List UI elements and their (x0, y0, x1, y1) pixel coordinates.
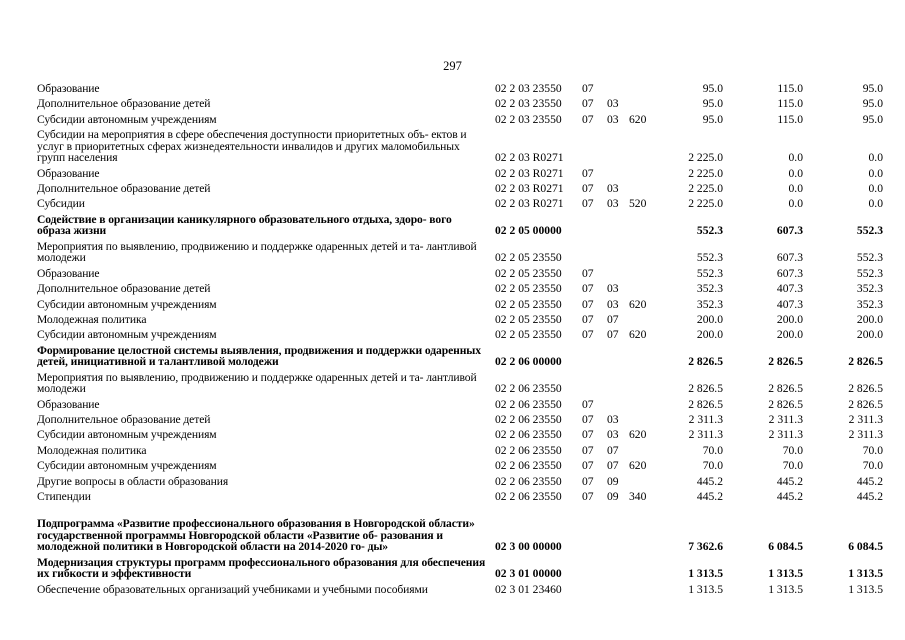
row-code: 02 3 00 00000 (495, 540, 562, 554)
row-subsection: 09 (607, 490, 619, 504)
row-code: 02 2 06 23550 (495, 443, 562, 457)
row-value-2: 0.0 (788, 151, 803, 165)
row-section: 07 (582, 197, 594, 211)
row-value-3: 0.0 (868, 151, 883, 165)
row-value-3: 95.0 (862, 97, 883, 111)
row-value-2: 115.0 (777, 112, 803, 126)
row-value-3: 552.3 (856, 224, 883, 238)
row-section: 07 (582, 413, 594, 427)
row-name: Стипендии (37, 490, 91, 504)
row-name: Субсидии (37, 197, 85, 211)
row-value-2: 200.0 (776, 312, 803, 326)
row-value-1: 2 311.3 (688, 413, 723, 427)
row-value-2: 445.2 (776, 474, 803, 488)
row-code: 02 2 06 23550 (495, 428, 562, 442)
row-value-1: 2 225.0 (688, 197, 723, 211)
row-code: 02 2 03 R0271 (495, 166, 564, 180)
row-section: 07 (582, 282, 594, 296)
row-code: 02 2 03 23550 (495, 97, 562, 111)
row-name: Молодежная политика (37, 312, 147, 326)
row-expense-type: 620 (629, 459, 647, 473)
row-code: 02 2 06 23550 (495, 459, 562, 473)
row-section: 07 (582, 459, 594, 473)
row-value-2: 1 313.5 (768, 567, 803, 581)
table-row (0, 164, 905, 179)
row-value-1: 200.0 (696, 328, 723, 342)
row-value-1: 2 826.5 (688, 397, 723, 411)
row-code: 02 2 05 23550 (495, 312, 562, 326)
row-section: 07 (582, 97, 594, 111)
row-code: 02 2 03 23550 (495, 112, 562, 126)
row-value-1: 2 225.0 (688, 151, 723, 165)
row-value-2: 445.2 (776, 490, 803, 504)
row-code: 02 2 05 00000 (495, 224, 562, 238)
row-value-3: 552.3 (856, 266, 883, 280)
row-value-3: 0.0 (868, 181, 883, 195)
row-name: Дополнительное образование детей (37, 282, 211, 296)
table-row (0, 125, 905, 164)
row-value-2: 2 826.5 (768, 355, 803, 369)
row-value-2: 0.0 (788, 181, 803, 195)
row-section: 07 (582, 166, 594, 180)
row-code: 02 2 05 23550 (495, 297, 562, 311)
row-value-2: 0.0 (788, 197, 803, 211)
row-name: Содействие в организации каникулярного образовательного отдыха, здоро- вого образа жизни (37, 212, 452, 238)
row-value-1: 552.3 (696, 251, 723, 265)
row-value-1: 2 225.0 (688, 181, 723, 195)
table-row (0, 426, 905, 441)
table-row (0, 441, 905, 456)
row-expense-type: 620 (629, 112, 647, 126)
row-value-3: 200.0 (856, 328, 883, 342)
row-subsection: 03 (607, 413, 619, 427)
table-row (0, 341, 905, 368)
row-code: 02 2 03 R0271 (495, 181, 564, 195)
row-section: 07 (582, 81, 594, 95)
row-value-2: 70.0 (782, 459, 803, 473)
row-code: 02 2 06 23550 (495, 382, 562, 396)
row-value-2: 2 826.5 (768, 382, 803, 396)
row-name: Мероприятия по выявлению, продвижению и поддержке одаренных детей и та- лантливой молодежи (37, 370, 477, 396)
row-expense-type: 620 (629, 428, 647, 442)
row-name: Образование (37, 397, 100, 411)
row-expense-type: 620 (629, 297, 647, 311)
table-row (0, 487, 905, 502)
table-row (0, 94, 905, 109)
row-value-2: 607.3 (776, 224, 803, 238)
row-section: 07 (582, 428, 594, 442)
table-row (0, 195, 905, 210)
row-subsection: 09 (607, 474, 619, 488)
row-name: Образование (37, 166, 100, 180)
row-value-1: 1 313.5 (688, 582, 723, 596)
row-value-1: 352.3 (696, 297, 723, 311)
row-value-3: 352.3 (856, 297, 883, 311)
row-subsection: 03 (607, 97, 619, 111)
row-name: Дополнительное образование детей (37, 97, 211, 111)
row-section: 07 (582, 490, 594, 504)
row-value-2: 2 311.3 (768, 428, 803, 442)
row-value-2: 407.3 (776, 297, 803, 311)
row-name: Образование (37, 81, 100, 95)
table-row (0, 310, 905, 325)
table-row (0, 395, 905, 410)
row-code: 02 2 06 23550 (495, 490, 562, 504)
row-value-3: 95.0 (862, 112, 883, 126)
table-row (0, 264, 905, 279)
row-name: Дополнительное образование детей (37, 413, 211, 427)
row-name: Другие вопросы в области образования (37, 474, 229, 488)
row-value-3: 0.0 (868, 197, 883, 211)
row-code: 02 2 03 23550 (495, 81, 562, 95)
table-row (0, 326, 905, 341)
row-name: Мероприятия по выявлению, продвижению и поддержке одаренных детей и та- лантливой молодежи (37, 239, 477, 265)
row-name: Дополнительное образование детей (37, 181, 211, 195)
table-row (0, 79, 905, 94)
row-value-1: 70.0 (702, 443, 723, 457)
table-row (0, 110, 905, 125)
row-section: 07 (582, 297, 594, 311)
row-section: 07 (582, 397, 594, 411)
row-value-1: 95.0 (702, 97, 723, 111)
row-subsection: 03 (607, 428, 619, 442)
table-row (0, 456, 905, 471)
row-code: 02 2 05 23550 (495, 282, 562, 296)
row-subsection: 07 (607, 459, 619, 473)
table-row (0, 210, 905, 237)
row-section: 07 (582, 474, 594, 488)
row-subsection: 07 (607, 312, 619, 326)
row-subsection: 07 (607, 443, 619, 457)
row-code: 02 2 05 23550 (495, 266, 562, 280)
row-subsection: 03 (607, 181, 619, 195)
row-value-3: 445.2 (856, 490, 883, 504)
row-subsection: 03 (607, 112, 619, 126)
row-code: 02 3 01 23460 (495, 582, 562, 596)
table-row (0, 295, 905, 310)
row-code: 02 2 03 R0271 (495, 197, 564, 211)
row-value-1: 552.3 (696, 224, 723, 238)
page-number: 297 (443, 59, 462, 73)
row-value-1: 70.0 (702, 459, 723, 473)
row-value-3: 70.0 (862, 443, 883, 457)
row-name: Субсидии автономным учреждениям (37, 112, 217, 126)
table-row (0, 237, 905, 264)
row-value-2: 407.3 (776, 282, 803, 296)
row-value-2: 115.0 (777, 97, 803, 111)
row-name: Субсидии на мероприятия в сфере обеспечения доступности приоритетных объ- ектов и услуг в приоритетных сферах жизнедеятельности инвалидов и других маломобильных групп населения (37, 127, 467, 165)
row-name: Субсидии автономным учреждениям (37, 328, 217, 342)
row-expense-type: 340 (629, 490, 647, 504)
row-value-3: 552.3 (856, 251, 883, 265)
row-section: 07 (582, 312, 594, 326)
row-value-3: 1 313.5 (848, 567, 883, 581)
row-value-3: 1 313.5 (848, 582, 883, 596)
row-subsection: 03 (607, 297, 619, 311)
row-code: 02 2 05 23550 (495, 328, 562, 342)
row-value-3: 6 084.5 (848, 540, 883, 554)
row-value-2: 2 311.3 (768, 413, 803, 427)
row-code: 02 2 06 23550 (495, 413, 562, 427)
row-value-2: 2 826.5 (768, 397, 803, 411)
row-value-1: 1 313.5 (688, 567, 723, 581)
row-subsection: 03 (607, 197, 619, 211)
row-section: 07 (582, 328, 594, 342)
row-value-1: 7 362.6 (688, 540, 723, 554)
row-section: 07 (582, 443, 594, 457)
row-value-2: 6 084.5 (768, 540, 803, 554)
row-value-1: 445.2 (696, 490, 723, 504)
row-value-3: 2 826.5 (848, 397, 883, 411)
row-name: Формирование целостной системы выявления, продвижения и поддержки одаренных детей, инициативной и талантливой молодежи (37, 343, 481, 369)
row-code: 02 3 01 00000 (495, 567, 562, 581)
row-name: Субсидии автономным учреждениям (37, 297, 217, 311)
row-code: 02 2 05 23550 (495, 251, 562, 265)
row-name: Субсидии автономным учреждениям (37, 459, 217, 473)
table-row (0, 368, 905, 395)
row-value-3: 200.0 (856, 312, 883, 326)
row-value-1: 352.3 (696, 282, 723, 296)
row-value-1: 200.0 (696, 312, 723, 326)
table-row (0, 279, 905, 294)
table-row (0, 553, 905, 580)
table-row (0, 410, 905, 425)
row-section: 07 (582, 266, 594, 280)
row-name: Обеспечение образовательных организаций учебниками и учебными пособиями (37, 582, 428, 596)
row-value-1: 95.0 (702, 81, 723, 95)
row-value-1: 95.0 (702, 112, 723, 126)
row-value-3: 2 311.3 (848, 428, 883, 442)
table-row (0, 503, 905, 553)
row-subsection: 07 (607, 328, 619, 342)
row-name: Молодежная политика (37, 443, 147, 457)
row-value-3: 95.0 (862, 81, 883, 95)
row-section: 07 (582, 112, 594, 126)
row-value-1: 2 225.0 (688, 166, 723, 180)
row-code: 02 2 06 23550 (495, 397, 562, 411)
row-value-1: 445.2 (696, 474, 723, 488)
row-value-3: 2 826.5 (848, 355, 883, 369)
row-value-2: 1 313.5 (768, 582, 803, 596)
row-name: Образование (37, 266, 100, 280)
row-value-2: 200.0 (776, 328, 803, 342)
row-value-2: 70.0 (782, 443, 803, 457)
row-code: 02 2 06 00000 (495, 355, 562, 369)
row-expense-type: 620 (629, 328, 647, 342)
row-value-3: 2 311.3 (848, 413, 883, 427)
row-value-1: 2 826.5 (688, 382, 723, 396)
row-code: 02 2 03 R0271 (495, 151, 564, 165)
row-value-2: 607.3 (776, 266, 803, 280)
row-value-2: 607.3 (776, 251, 803, 265)
row-section: 07 (582, 181, 594, 195)
row-value-3: 445.2 (856, 474, 883, 488)
row-code: 02 2 06 23550 (495, 474, 562, 488)
row-value-3: 352.3 (856, 282, 883, 296)
row-value-3: 2 826.5 (848, 382, 883, 396)
table-row (0, 580, 905, 595)
table-row (0, 179, 905, 194)
row-value-2: 115.0 (777, 81, 803, 95)
row-value-2: 0.0 (788, 166, 803, 180)
row-value-1: 2 826.5 (688, 355, 723, 369)
row-name: Модернизация структуры программ профессионального образования для обеспечения их гибкости и эффективности (37, 555, 486, 581)
row-value-3: 70.0 (862, 459, 883, 473)
budget-table (0, 79, 905, 595)
row-value-1: 552.3 (696, 266, 723, 280)
row-subsection: 03 (607, 282, 619, 296)
row-expense-type: 520 (629, 197, 647, 211)
row-value-3: 0.0 (868, 166, 883, 180)
row-value-1: 2 311.3 (688, 428, 723, 442)
row-name: Подпрограмма «Развитие профессионального образования в Новгородской области» государственной программы Новгородской области «Развитие об- разования и молодежной политики в Новгородской области на 2014-2020 го- ды» (37, 517, 475, 554)
table-row (0, 472, 905, 487)
row-name: Субсидии автономным учреждениям (37, 428, 217, 442)
